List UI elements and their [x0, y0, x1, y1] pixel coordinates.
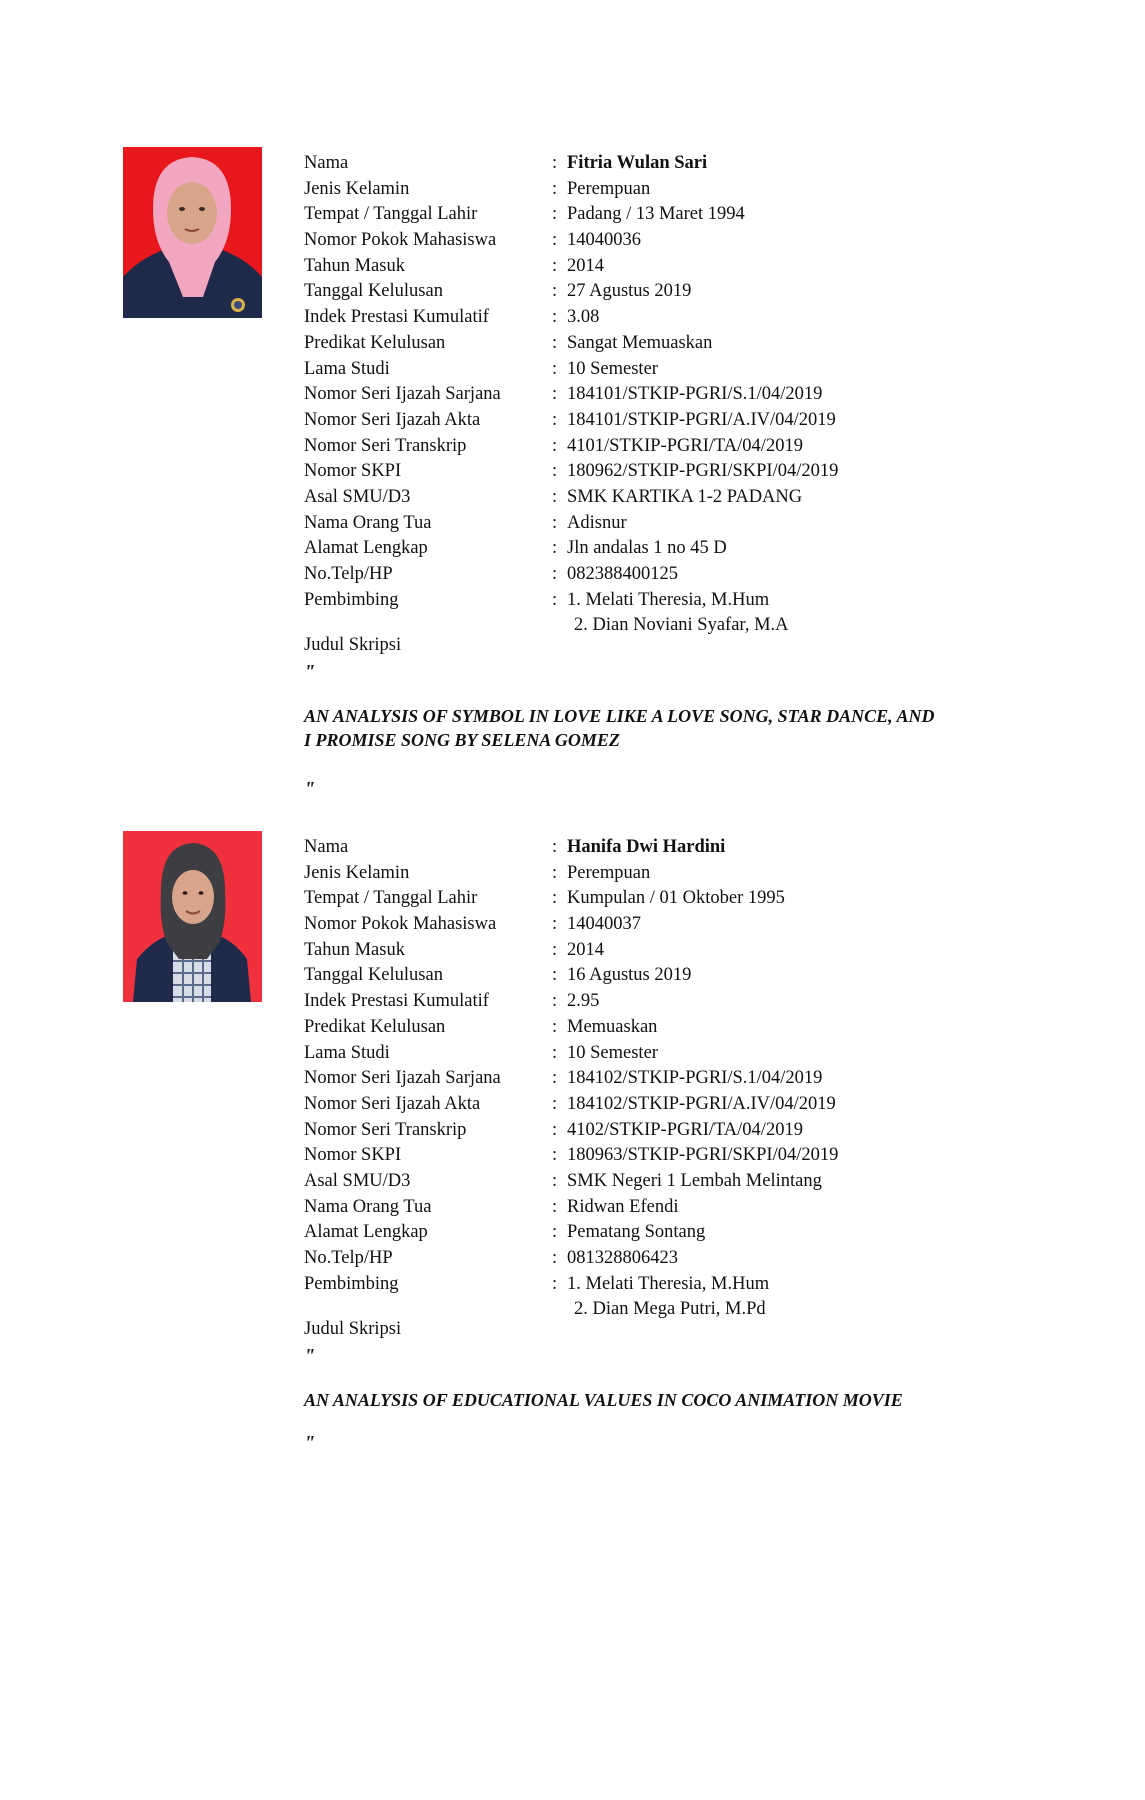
field-value: 4102/STKIP-PGRI/TA/04/2019	[567, 1119, 803, 1140]
field-tanggal-kelulusan	[304, 279, 1064, 305]
field-colon: :	[552, 939, 558, 960]
field-value: 180963/STKIP-PGRI/SKPI/04/2019	[567, 1145, 839, 1166]
field-value: 2. Dian Mega Putri, M.Pd	[574, 1299, 766, 1320]
field-tempat-tanggal-lahir	[304, 202, 1064, 228]
field-value: 4101/STKIP-PGRI/TA/04/2019	[567, 435, 803, 456]
field-value: SMK KARTIKA 1-2 PADANG	[567, 486, 803, 507]
field-tanggal-kelulusan	[304, 963, 1064, 989]
field-label: Nomor Seri Transkrip	[304, 435, 467, 456]
field-label: Alamat Lengkap	[304, 538, 428, 559]
field-label: Predikat Kelulusan	[304, 1016, 446, 1037]
field-colon: :	[552, 862, 558, 883]
field-pembimbing-2	[304, 1297, 1064, 1323]
field-ipk	[304, 305, 1064, 331]
field-label: Tahun Masuk	[304, 255, 405, 276]
field-label: Lama Studi	[304, 1042, 390, 1063]
field-label: Nomor Seri Ijazah Sarjana	[304, 384, 501, 405]
field-value: Kumpulan / 01 Oktober 1995	[567, 888, 785, 909]
field-label: Asal SMU/D3	[304, 486, 411, 507]
field-asal-smu	[304, 1169, 1064, 1195]
thesis-title-line: AN ANALYSIS OF EDUCATIONAL VALUES IN COCO ANIMATION MOVIE	[304, 1390, 903, 1410]
field-colon: :	[552, 1170, 558, 1191]
field-label: Nomor Seri Ijazah Akta	[304, 409, 481, 430]
field-label: Tempat / Tanggal Lahir	[304, 204, 478, 225]
field-value: SMK Negeri 1 Lembah Melintang	[567, 1170, 822, 1191]
field-predikat	[304, 331, 1064, 357]
field-transkrip	[304, 1118, 1064, 1144]
field-colon: :	[552, 965, 558, 986]
field-pembimbing	[304, 1272, 1064, 1298]
field-value: 184101/STKIP-PGRI/S.1/04/2019	[567, 384, 823, 405]
field-predikat	[304, 1015, 1064, 1041]
field-value: 14040036	[567, 230, 641, 251]
field-pembimbing	[304, 588, 1064, 614]
field-value: 081328806423	[567, 1248, 678, 1268]
field-value: Memuaskan	[567, 1016, 658, 1037]
field-ijazah-sarjana	[304, 382, 1064, 408]
field-colon: :	[552, 204, 558, 225]
field-value: 1. Melati Theresia, M.Hum	[567, 1273, 770, 1294]
quote-open: "	[304, 661, 316, 683]
field-value: 16 Agustus 2019	[567, 965, 692, 986]
thesis-title	[304, 1389, 1004, 1413]
quote-close: "	[304, 778, 316, 800]
field-value: 3.08	[567, 307, 600, 328]
field-colon: :	[552, 255, 558, 276]
student-photo-2	[123, 831, 262, 1002]
field-pembimbing-2	[304, 613, 1064, 639]
field-nama	[304, 151, 1064, 177]
field-nama	[304, 835, 1064, 861]
field-colon: :	[552, 486, 558, 507]
field-colon: :	[552, 991, 558, 1012]
field-value: Ridwan Efendi	[567, 1196, 679, 1217]
field-label: Pembimbing	[304, 1273, 399, 1294]
field-value: Hanifa Dwi Hardini	[567, 837, 726, 857]
field-label: Nama Orang Tua	[304, 1196, 432, 1217]
field-npm	[304, 912, 1064, 938]
field-colon: :	[552, 409, 558, 430]
field-skpi	[304, 1143, 1064, 1169]
field-label: Nama	[304, 153, 349, 173]
field-value: 1. Melati Theresia, M.Hum	[567, 589, 770, 610]
field-colon: :	[552, 230, 558, 251]
field-value: 2014	[567, 255, 604, 276]
field-lama-studi	[304, 357, 1064, 383]
field-value: 10 Semester	[567, 358, 658, 379]
field-lama-studi	[304, 1041, 1064, 1067]
field-colon: :	[552, 1119, 558, 1140]
thesis-title-line: I PROMISE SONG BY SELENA GOMEZ	[304, 729, 620, 750]
field-colon: :	[552, 1273, 558, 1294]
field-label: Tempat / Tanggal Lahir	[304, 888, 478, 909]
field-colon: :	[552, 1222, 558, 1243]
field-label: No.Telp/HP	[304, 1248, 393, 1268]
field-colon: :	[552, 178, 558, 199]
field-ijazah-sarjana	[304, 1066, 1064, 1092]
field-label: Nama	[304, 837, 349, 857]
field-label: No.Telp/HP	[304, 564, 393, 584]
field-label: Nomor Pokok Mahasiswa	[304, 230, 497, 251]
field-ijazah-akta	[304, 408, 1064, 434]
field-colon: :	[552, 1016, 558, 1037]
field-label: Nomor Seri Ijazah Akta	[304, 1093, 481, 1114]
field-alamat	[304, 536, 1064, 562]
field-colon: :	[552, 914, 558, 935]
field-label: Pembimbing	[304, 589, 399, 610]
field-label: Nama Orang Tua	[304, 512, 432, 533]
field-label: Nomor Seri Ijazah Sarjana	[304, 1068, 501, 1089]
field-alamat	[304, 1220, 1064, 1246]
field-value: Pematang Sontang	[567, 1222, 706, 1243]
field-colon: :	[552, 281, 558, 302]
field-label: Indek Prestasi Kumulatif	[304, 307, 489, 328]
field-colon: :	[552, 1248, 558, 1268]
field-label: Predikat Kelulusan	[304, 332, 446, 353]
field-value: Sangat Memuaskan	[567, 332, 713, 353]
field-npm	[304, 228, 1064, 254]
field-label: Tanggal Kelulusan	[304, 281, 443, 302]
field-value: 2.95	[567, 991, 600, 1012]
field-label: Tanggal Kelulusan	[304, 965, 443, 986]
field-nama-orang-tua	[304, 1195, 1064, 1221]
field-label: Indek Prestasi Kumulatif	[304, 991, 489, 1012]
field-colon: :	[552, 589, 558, 610]
student-fields-2	[304, 835, 1064, 1323]
field-value: 2. Dian Noviani Syafar, M.A	[574, 615, 789, 636]
judul-skripsi-label: Judul Skripsi	[304, 635, 402, 655]
field-value: 14040037	[567, 914, 641, 935]
field-label: Asal SMU/D3	[304, 1170, 411, 1191]
field-colon: :	[552, 538, 558, 559]
field-colon: :	[552, 307, 558, 328]
judul-skripsi-label: Judul Skripsi	[304, 1319, 402, 1339]
field-colon: :	[552, 837, 558, 857]
thesis-title-line: AN ANALYSIS OF SYMBOL IN LOVE LIKE A LOVE SONG, STAR DANCE, AND	[304, 706, 935, 726]
field-asal-smu	[304, 485, 1064, 511]
student-photo-1	[123, 147, 262, 318]
field-colon: :	[552, 1068, 558, 1089]
field-colon: :	[552, 1145, 558, 1166]
field-jenis-kelamin	[304, 177, 1064, 203]
field-colon: :	[552, 384, 558, 405]
field-colon: :	[552, 153, 558, 173]
quote-close: "	[304, 1432, 316, 1454]
field-value: Adisnur	[567, 512, 627, 533]
field-value: Perempuan	[567, 178, 651, 199]
field-tahun-masuk	[304, 938, 1064, 964]
field-ijazah-akta	[304, 1092, 1064, 1118]
field-tahun-masuk	[304, 254, 1064, 280]
field-colon: :	[552, 461, 558, 482]
field-value: 184102/STKIP-PGRI/A.IV/04/2019	[567, 1093, 836, 1114]
field-value: Fitria Wulan Sari	[567, 153, 708, 173]
field-label: Lama Studi	[304, 358, 390, 379]
field-colon: :	[552, 512, 558, 533]
field-value: 10 Semester	[567, 1042, 658, 1063]
field-ipk	[304, 989, 1064, 1015]
field-label: Nomor Seri Transkrip	[304, 1119, 467, 1140]
field-telp	[304, 1246, 1064, 1272]
field-colon: :	[552, 1196, 558, 1217]
field-colon: :	[552, 332, 558, 353]
field-label: Nomor SKPI	[304, 461, 402, 482]
field-jenis-kelamin	[304, 861, 1064, 887]
field-label: Nomor SKPI	[304, 1145, 402, 1166]
student-fields-1	[304, 151, 1064, 639]
field-label: Jenis Kelamin	[304, 178, 410, 199]
field-colon: :	[552, 1093, 558, 1114]
thesis-title	[304, 705, 1004, 752]
field-skpi	[304, 459, 1064, 485]
field-label: Nomor Pokok Mahasiswa	[304, 914, 497, 935]
field-value: 082388400125	[567, 564, 678, 584]
field-value: Jln andalas 1 no 45 D	[567, 538, 727, 559]
field-value: 27 Agustus 2019	[567, 281, 692, 302]
quote-open: "	[304, 1345, 316, 1367]
field-value: 184101/STKIP-PGRI/A.IV/04/2019	[567, 409, 836, 430]
field-value: 184102/STKIP-PGRI/S.1/04/2019	[567, 1068, 823, 1089]
field-telp	[304, 562, 1064, 588]
field-colon: :	[552, 358, 558, 379]
field-value: Perempuan	[567, 862, 651, 883]
field-label: Alamat Lengkap	[304, 1222, 428, 1243]
field-colon: :	[552, 888, 558, 909]
field-nama-orang-tua	[304, 511, 1064, 537]
field-value: 180962/STKIP-PGRI/SKPI/04/2019	[567, 461, 839, 482]
field-colon: :	[552, 1042, 558, 1063]
field-label: Tahun Masuk	[304, 939, 405, 960]
field-label: Jenis Kelamin	[304, 862, 410, 883]
field-colon: :	[552, 564, 558, 584]
field-value: Padang / 13 Maret 1994	[567, 204, 745, 225]
field-value: 2014	[567, 939, 604, 960]
field-tempat-tanggal-lahir	[304, 886, 1064, 912]
field-colon: :	[552, 435, 558, 456]
field-transkrip	[304, 434, 1064, 460]
